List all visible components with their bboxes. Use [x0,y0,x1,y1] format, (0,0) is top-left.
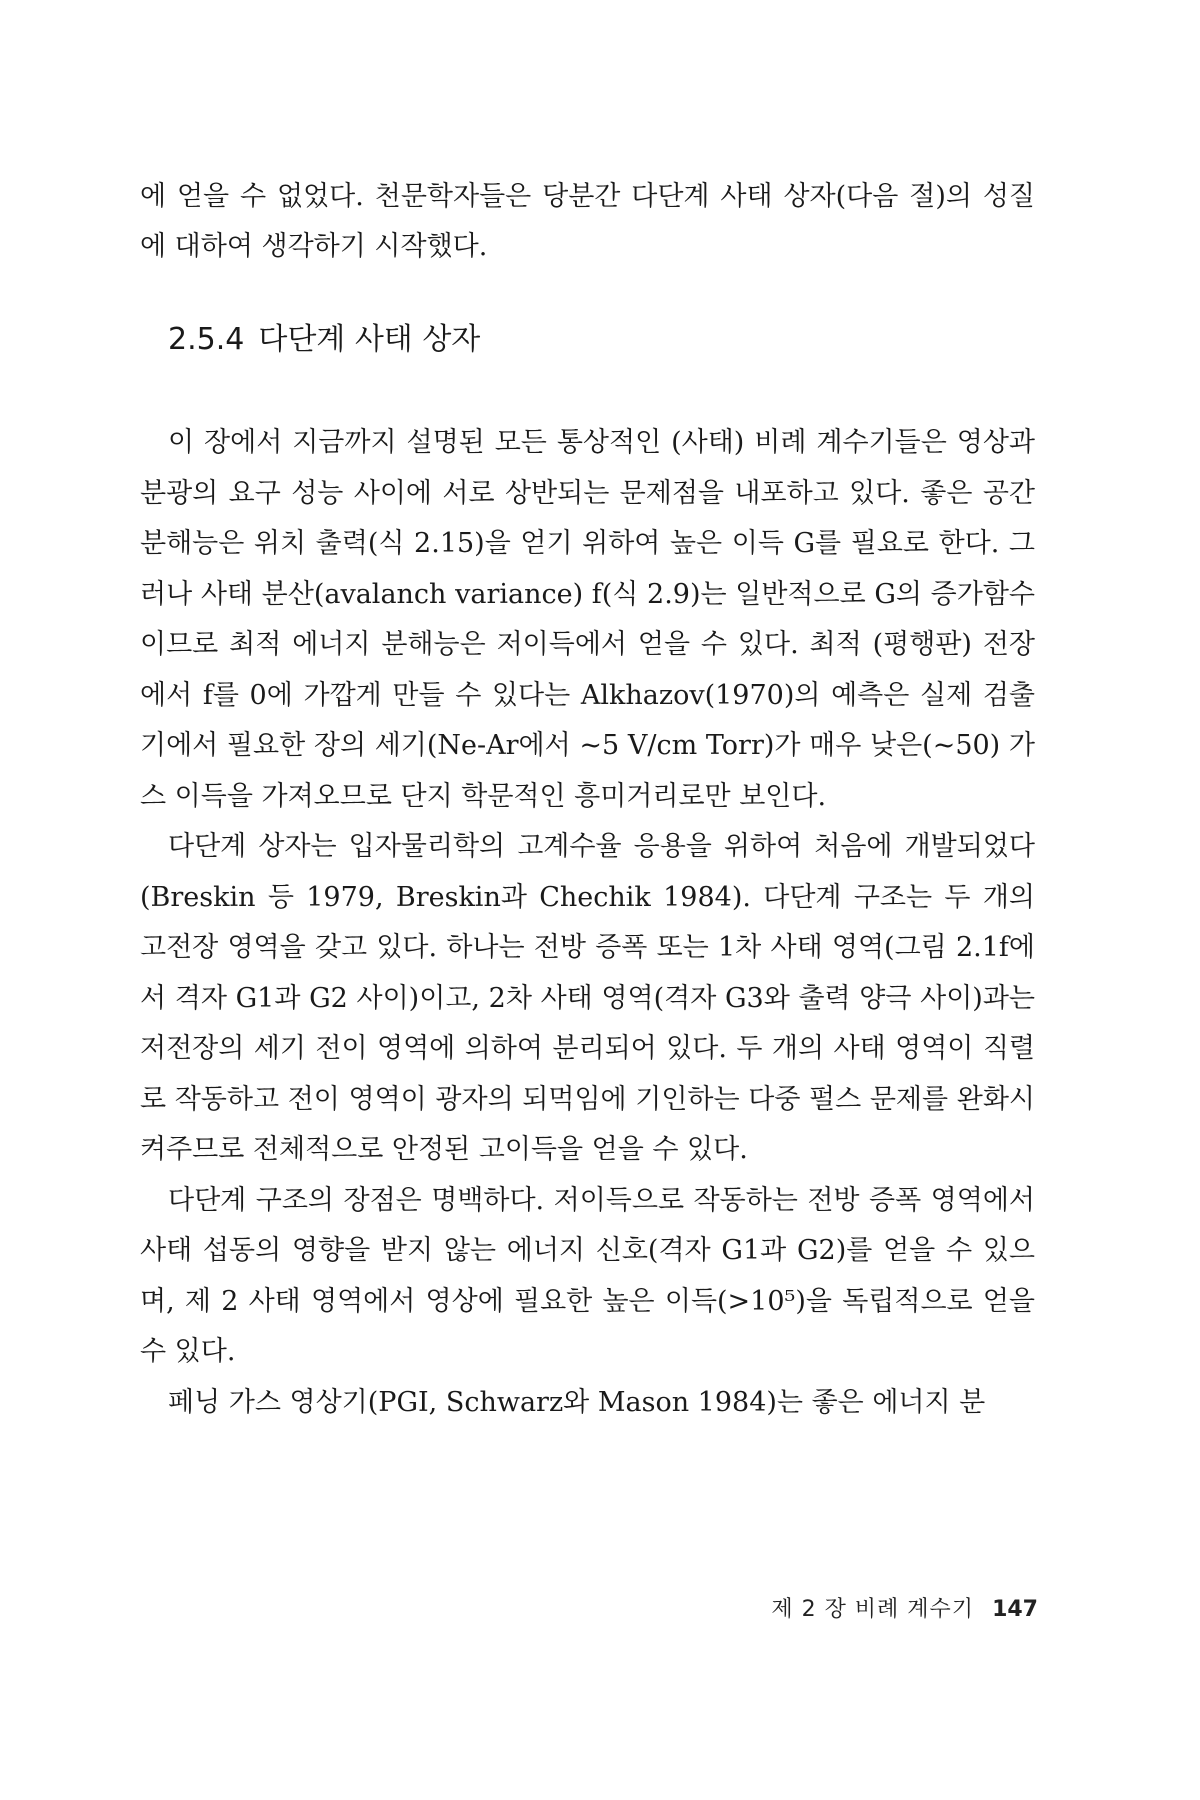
section-body [140,418,1035,1428]
body-paragraph: 다단계 상자는 입자물리학의 고계수율 응용을 위하여 처음에 개발되었다(Breskin 등 1979, Breskin과 Chechik 1984). 다단계 구조는 두 개의 고전장 영역을 갖고 있다. 하나는 전방 증폭 또는 1차 사태 영역(그림 2.1f에서 격자 G1과 G2 사이)이고, 2차 사태 영역(격자 G3와 출력 양극 사이)과는 저전장의 세기 전이 영역에 의하여 분리되어 있다. 두 개의 사태 영역이 직렬로 작동하고 전이 영역이 광자의 되먹임에 기인하는 다중 펄스 문제를 완화시켜주므로 전체적으로 안정된 고이득을 얻을 수 있다. [140,831,1035,1165]
body-paragraph: 페닝 가스 영상기(PGI, Schwarz와 Mason 1984)는 좋은 에너지 분 [168,1386,986,1418]
page-number: 147 [992,1597,1038,1622]
continuation-paragraph: 에 얻을 수 없었다. 천문학자들은 당분간 다단계 사태 상자(다음 절)의 성질에 대하여 생각하기 시작했다. [140,181,1035,262]
body-paragraph: 다단계 구조의 장점은 명백하다. 저이득으로 작동하는 전방 증폭 영역에서 사태 섭동의 영향을 받지 않는 에너지 신호(격자 G1과 G2)를 얻을 수 있으며, 제 2 사태 영역에서 영상에 필요한 높은 이득(>10⁵)을 독립적으로 얻을 수 있다. [140,1184,1035,1367]
section-heading [168,318,480,362]
section-number: 2.5.4 [168,322,245,357]
body-paragraph: 이 장에서 지금까지 설명된 모든 통상적인 (사태) 비례 계수기들은 영상과 분광의 요구 성능 사이에 서로 상반되는 문제점을 내포하고 있다. 좋은 공간 분해능은 위치 출력(식 2.15)을 얻기 위하여 높은 이득 G를 필요로 한다. 그러나 사태 분산(avalanch variance) f(식 2.9)는 일반적으로 G의 증가함수이므로 최적 에너지 분해능은 저이득에서 얻을 수 있다. 최적 (평행판) 전장에서 f를 0에 가깝게 만들 수 있다는 Alkhazov(1970)의 예측은 실제 검출기에서 필요한 장의 세기(Ne-Ar에서 ~5 V/cm Torr)가 매우 낮은(~50) 가스 이득을 가져오므로 단지 학문적인 흥미거리로만 보인다. [140,427,1035,812]
page-footer [771,1595,1038,1625]
running-footer-chapter: 제 2 장 비례 계수기 [771,1597,975,1622]
section-title: 다단계 사태 상자 [258,322,481,357]
